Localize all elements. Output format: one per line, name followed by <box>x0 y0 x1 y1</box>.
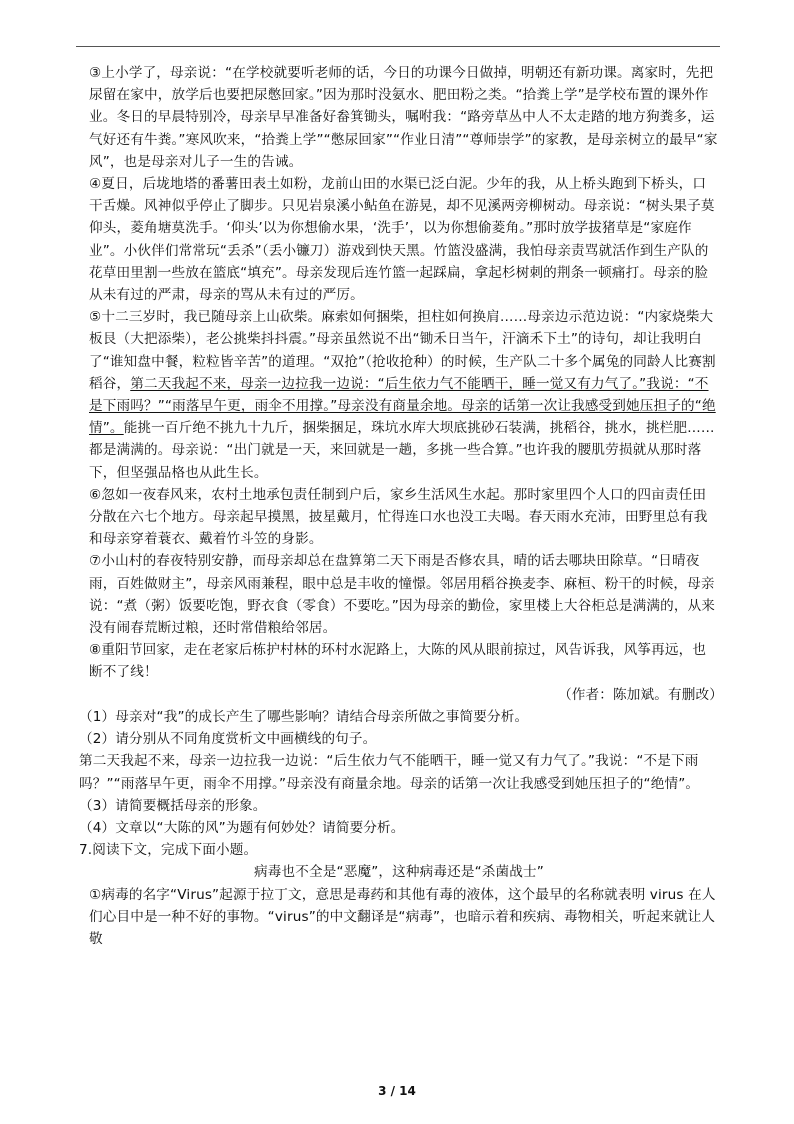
question-3: （3）请简要概括母亲的形象。 <box>79 797 267 814</box>
header-rule <box>76 46 720 47</box>
section-7-heading: 7.阅读下文，完成下面小题。 <box>79 842 258 859</box>
paragraph-6: ⑥忽如一夜春风来，农村土地承包责任制到户后，家乡生活风生水起。那时家里四个人口的四亩责任田分散在六七个地方。母亲起早摸黑，披星戴月，忙得连口水也没工夫喝。春天雨水充沛，田野里总有我和母亲穿着蓑衣、戴着竹斗笠的身影。 <box>89 486 708 548</box>
page-number: 3 / 14 <box>378 1084 416 1098</box>
paragraph-5 <box>79 306 719 484</box>
document-body <box>79 62 723 950</box>
paragraph-8: ⑧重阳节回家，走在老家后栋护村林的环村水泥路上，大陈的风从眼前掠过，风告诉我，风筝再远，也断不了线！ <box>89 642 707 681</box>
question-2-quote: 第二天我起不来，母亲一边拉我一边说：“后生依力气不能晒干，睡一觉又有力气了。”我说：“不是下雨吗？”“雨落早午更，雨伞不用撑。”母亲没有商量余地。母亲的话第一次让我感受到她压担子的“绝情”。 <box>79 753 700 792</box>
paragraph-5-part-a: ⑤十二三岁时，我已随母亲上山砍柴。麻索如何捆柴，担柱如何换肩……母亲边示范边说：“内家烧柴大板艮（大把添柴），老公挑柴抖抖震。”母亲虽然说不出“锄禾日当午，汗滴禾下土”的诗句，却让我明白了“谁知盘中餐，粒粒皆辛苦”的道理。“双抢”（抢收抢种）的时候，生产队二十多个属兔的同龄人比赛割稻谷， <box>89 309 716 392</box>
paragraph-5-part-b: 能挑一百斤绝不挑九十九斤，捆柴捆足，珠坑水库大坝底挑砂石装满，挑稻谷，挑水，挑栏肥……都是满满的。母亲说：“出门就是一天，来回就是一趟，多挑一些合算。”也许我的腰肌劳损就从那时落下，但坚强品格也从此生长。 <box>89 420 715 481</box>
author-note: （作者：陈加斌。有删改） <box>558 686 723 703</box>
question-2: （2）请分别从不同角度赏析文中画横线的句子。 <box>79 731 377 748</box>
underlined-sentence: 第二天我起不来，母亲一边拉我一边说：“后生依力气不能晒干，睡一觉又有力气了。”我说：“不是下雨吗？”“雨落早午更，雨伞不用撑。”母亲没有商量余地。母亲的话第一次让我感受到她压担子的“绝情”。 <box>89 375 716 437</box>
question-4: （4）文章以“大陈的风”为题有何妙处？请简要分析。 <box>79 819 405 836</box>
section-7-title: 病毒也不全是“恶魔”，这种病毒还是“杀菌战士” <box>254 864 544 881</box>
section-7-paragraph-1: ①病毒的名字“Virus”起源于拉丁文，意思是毒药和其他有毒的液体，这个最早的名称就表明 virus 在人们心目中是一种不好的事物。“virus”的中文翻译是“病毒”，也暗示着和疾病、毒物相关，听起来就让人敬 <box>89 886 716 947</box>
question-1: （1）母亲对“我”的成长产生了哪些影响？请结合母亲所做之事简要分析。 <box>79 708 529 725</box>
paragraph-3: ③上小学了，母亲说：“在学校就要听老师的话，今日的功课今日做掉，明朝还有新功课。离家时，先把尿留在家中，放学后也要把尿憋回家。”因为那时没氨水、肥田粉之类。“拾粪上学”是学校布置的课外作业。冬日的早晨特别冷，母亲早早准备好畚箕锄头，嘱咐我：“路旁草丛中人不太走踏的地方狗粪多，运气好还有牛粪。”寒风吹来，“拾粪上学”“憋尿回家”“作业日清”“尊师崇学”的家教，是母亲树立的最早“家风”，也是母亲对儿子一生的告诫。 <box>89 65 718 170</box>
paragraph-4: ④夏日，后垅地塔的番薯田表土如粉，龙前山田的水渠已泛白泥。少年的我，从上桥头跑到下桥头，口干舌燥。风神似乎停止了脚步。只见岩泉溪小鲇鱼在游晃，却不见溪两旁柳树动。母亲说：“树头果子莫仰头，菱角塘莫洗手。‘仰头’以为你想偷水果，‘洗手’，以为你想偷菱角。”那时放学拔猪草是“家庭作业”。小伙伴们常常玩“丢杀”（丢小镰刀）游戏到快天黑。竹篮没盛满，我怕母亲责骂就活作到生产队的花草田里割一些放在篮底“填充”。母亲发现后连竹篮一起踩扁，拿起杉树刺的荆条一顿痛打。母亲的脸从未有过的严肃，母亲的骂从未有过的严厉。 <box>89 176 715 304</box>
paragraph-7: ⑦小山村的春夜特别安静，而母亲却总在盘算第二天下雨是否修农具，晴的话去哪块田除草。“日晴夜雨，百姓做财主”，母亲风雨兼程，眼中总是丰收的憧憬。邻居用稻谷换麦李、麻桓、粉干的时候，母亲说：“煮（粥）饭要吃饱，野衣食（零食）不要吃。”因为母亲的勤俭，家里楼上大谷柜总是满满的，从来没有闹春荒断过粮，还时常借粮给邻居。 <box>89 553 716 637</box>
